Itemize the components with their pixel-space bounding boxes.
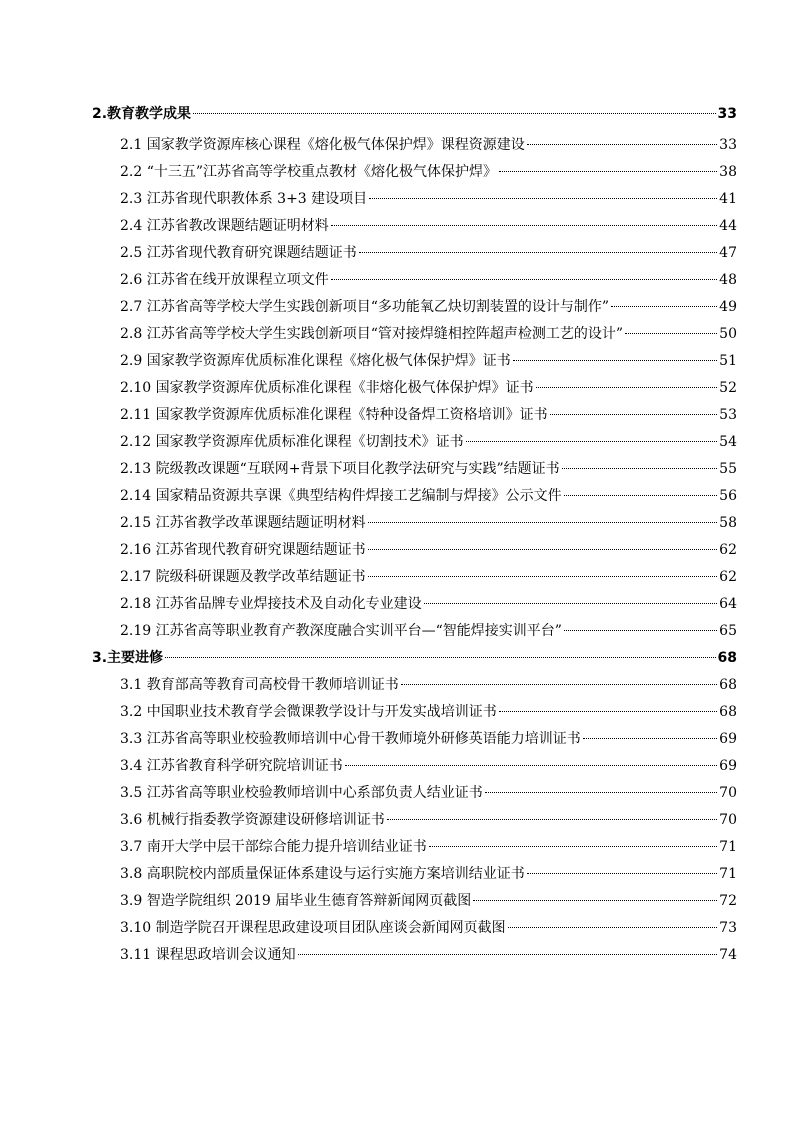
toc-item-2-13[interactable] xyxy=(120,459,737,479)
toc-leader-dots xyxy=(466,441,718,442)
toc-page-number: 33 xyxy=(717,106,737,122)
toc-item-2-9[interactable] xyxy=(120,351,737,371)
toc-item-title: 3.8 高职院校内部质量保证体系建设与运行实施方案培训结业证书 xyxy=(120,866,525,882)
toc-page-number: 73 xyxy=(719,920,737,936)
toc-page-number: 48 xyxy=(719,272,737,288)
toc-leader-dots xyxy=(359,252,717,253)
toc-item-3-9[interactable] xyxy=(120,891,737,911)
toc-item-2-8[interactable] xyxy=(120,324,737,344)
toc-item-2-10[interactable] xyxy=(120,378,737,398)
toc-item-3-3[interactable] xyxy=(120,729,737,749)
toc-item-title: 2.11 国家教学资源库优质标准化课程《特种设备焊工资格培训》证书 xyxy=(120,407,548,423)
toc-page-number: 47 xyxy=(719,245,737,261)
toc-page-number: 50 xyxy=(719,326,737,342)
toc-item-2-12[interactable] xyxy=(120,432,737,452)
toc-item-title: 2.14 国家精品资源共享课《典型结构件焊接工艺编制与焊接》公示文件 xyxy=(120,488,562,504)
toc-item-3-8[interactable] xyxy=(120,864,737,884)
toc-leader-dots xyxy=(527,873,717,874)
toc-leader-dots xyxy=(564,495,718,496)
toc-leader-dots xyxy=(368,549,718,550)
toc-page-number: 65 xyxy=(719,623,737,639)
toc-item-2-18[interactable] xyxy=(120,594,737,614)
toc-item-2-3[interactable] xyxy=(120,189,737,209)
toc-item-3-6[interactable] xyxy=(120,810,737,830)
toc-item-3-5[interactable] xyxy=(120,783,737,803)
toc-page-number: 53 xyxy=(719,407,737,423)
toc-item-title: 2.1 国家教学资源库核心课程《熔化极气体保护焊》课程资源建设 xyxy=(120,137,525,153)
toc-item-3-10[interactable] xyxy=(120,918,737,938)
toc-item-2-4[interactable] xyxy=(120,216,737,236)
toc-section-title: 3.主要进修 xyxy=(92,650,164,666)
toc-item-title: 3.6 机械行指委教学资源建设研修培训证书 xyxy=(120,812,385,828)
toc-item-title: 3.10 制造学院召开课程思政建设项目团队座谈会新闻网页截图 xyxy=(120,920,506,936)
toc-item-2-17[interactable] xyxy=(120,567,737,587)
toc-item-title: 2.12 国家教学资源库优质标准化课程《切割技术》证书 xyxy=(120,434,464,450)
toc-item-title: 3.11 课程思政培训会议通知 xyxy=(120,947,296,963)
toc-leader-dots xyxy=(331,225,717,226)
toc-leader-dots xyxy=(331,279,717,280)
toc-leader-dots xyxy=(424,603,718,604)
toc-item-2-1[interactable] xyxy=(120,135,737,155)
toc-leader-dots xyxy=(165,657,715,658)
toc-item-3-2[interactable] xyxy=(120,702,737,722)
toc-item-2-6[interactable] xyxy=(120,270,737,290)
toc-item-title: 2.9 国家教学资源库优质标准化课程《熔化极气体保护焊》证书 xyxy=(120,353,511,369)
toc-item-title: 2.6 江苏省在线开放课程立项文件 xyxy=(120,272,329,288)
toc-page-number: 62 xyxy=(719,569,737,585)
toc-page-number: 56 xyxy=(719,488,737,504)
toc-item-2-7[interactable] xyxy=(120,297,737,317)
toc-leader-dots xyxy=(473,900,717,901)
toc-item-title: 3.7 南开大学中层干部综合能力提升培训结业证书 xyxy=(120,839,427,855)
toc-leader-dots xyxy=(513,360,717,361)
toc-item-title: 2.8 江苏省高等学校大学生实践创新项目“管对接焊缝相控阵超声检测工艺的设计” xyxy=(120,326,624,342)
toc-item-title: 3.1 教育部高等教育司高校骨干教师培训证书 xyxy=(120,677,399,693)
toc-page-number: 51 xyxy=(719,353,737,369)
toc-page-number: 70 xyxy=(719,785,737,801)
toc-item-2-2[interactable] xyxy=(120,162,737,182)
toc-leader-dots xyxy=(499,711,717,712)
toc-leader-dots xyxy=(387,819,717,820)
toc-item-title: 2.5 江苏省现代教育研究课题结题证书 xyxy=(120,245,357,261)
toc-item-title: 3.9 智造学院组织 2019 届毕业生德育答辩新闻网页截图 xyxy=(120,893,472,909)
toc-section-3[interactable] xyxy=(92,648,737,668)
toc-item-3-4[interactable] xyxy=(120,756,737,776)
toc-item-title: 2.13 院级教改课题“互联网+背景下项目化教学法研究与实践”结题证书 xyxy=(120,461,560,477)
toc-page-number: 68 xyxy=(719,677,737,693)
toc-page-number: 71 xyxy=(719,866,737,882)
toc-item-2-19[interactable] xyxy=(120,621,737,641)
toc-item-title: 2.17 院级科研课题及教学改革结题证书 xyxy=(120,569,366,585)
toc-item-title: 3.2 中国职业技术教育学会微课教学设计与开发实战培训证书 xyxy=(120,704,497,720)
toc-item-3-7[interactable] xyxy=(120,837,737,857)
toc-section-2[interactable] xyxy=(92,104,737,124)
toc-item-3-11[interactable] xyxy=(120,945,737,965)
toc-leader-dots xyxy=(564,630,717,631)
toc-page-number: 52 xyxy=(719,380,737,396)
toc-page-number: 49 xyxy=(719,299,737,315)
toc-item-title: 2.15 江苏省教学改革课题结题证明材料 xyxy=(120,515,366,531)
toc-item-title: 2.18 江苏省品牌专业焊接技术及自动化专业建设 xyxy=(120,596,422,612)
toc-item-title: 2.7 江苏省高等学校大学生实践创新项目“多功能氧乙炔切割装置的设计与制作” xyxy=(120,299,610,315)
toc-page-number: 68 xyxy=(717,650,737,666)
toc-leader-dots xyxy=(368,522,718,523)
toc-page-number: 64 xyxy=(719,596,737,612)
toc-item-2-15[interactable] xyxy=(120,513,737,533)
toc-leader-dots xyxy=(401,684,717,685)
toc-item-title: 2.4 江苏省教改课题结题证明材料 xyxy=(120,218,329,234)
toc-item-2-11[interactable] xyxy=(120,405,737,425)
toc-leader-dots xyxy=(562,468,718,469)
toc-item-2-16[interactable] xyxy=(120,540,737,560)
toc-leader-dots xyxy=(550,414,718,415)
toc-leader-dots xyxy=(611,306,717,307)
toc-page-number: 72 xyxy=(719,893,737,909)
toc-page-number: 62 xyxy=(719,542,737,558)
toc-item-2-14[interactable] xyxy=(120,486,737,506)
toc-item-title: 2.19 江苏省高等职业教育产教深度融合实训平台—“智能焊接实训平台” xyxy=(120,623,562,639)
toc-leader-dots xyxy=(429,846,717,847)
toc-leader-dots xyxy=(536,387,718,388)
toc-leader-dots xyxy=(499,171,717,172)
toc-page-number: 71 xyxy=(719,839,737,855)
toc-page-number: 74 xyxy=(719,947,737,963)
toc-leader-dots xyxy=(625,333,717,334)
toc-leader-dots xyxy=(369,198,717,199)
toc-page-number: 58 xyxy=(719,515,737,531)
toc-page-number: 41 xyxy=(719,191,737,207)
toc-item-title: 3.5 江苏省高等职业校验教师培训中心系部负责人结业证书 xyxy=(120,785,483,801)
toc-page-number: 38 xyxy=(719,164,737,180)
toc-page-number: 69 xyxy=(719,731,737,747)
toc-item-title: 2.2 “十三五”江苏省高等学校重点教材《熔化极气体保护焊》 xyxy=(120,164,498,180)
toc-leader-dots xyxy=(345,765,717,766)
toc-page-number: 69 xyxy=(719,758,737,774)
toc-leader-dots xyxy=(527,144,717,145)
toc-item-title: 2.16 江苏省现代教育研究课题结题证书 xyxy=(120,542,366,558)
toc-page-number: 44 xyxy=(719,218,737,234)
toc-section-title: 2.教育教学成果 xyxy=(92,106,192,122)
toc-item-2-5[interactable] xyxy=(120,243,737,263)
toc-page-number: 68 xyxy=(719,704,737,720)
toc-item-title: 2.10 国家教学资源库优质标准化课程《非熔化极气体保护焊》证书 xyxy=(120,380,534,396)
toc-item-3-1[interactable] xyxy=(120,675,737,695)
toc-leader-dots xyxy=(485,792,717,793)
toc-leader-dots xyxy=(298,954,718,955)
toc-item-title: 3.3 江苏省高等职业校验教师培训中心骨干教师境外研修英语能力培训证书 xyxy=(120,731,581,747)
toc-page-number: 55 xyxy=(719,461,737,477)
toc-item-title: 3.4 江苏省教育科学研究院培训证书 xyxy=(120,758,343,774)
toc-item-title: 2.3 江苏省现代职教体系 3+3 建设项目 xyxy=(120,191,368,207)
toc-page-number: 33 xyxy=(719,137,737,153)
toc-leader-dots xyxy=(508,927,718,928)
toc-page-number: 54 xyxy=(719,434,737,450)
toc-page-number: 70 xyxy=(719,812,737,828)
toc-leader-dots xyxy=(368,576,718,577)
toc-leader-dots xyxy=(583,738,717,739)
toc-leader-dots xyxy=(193,113,715,114)
